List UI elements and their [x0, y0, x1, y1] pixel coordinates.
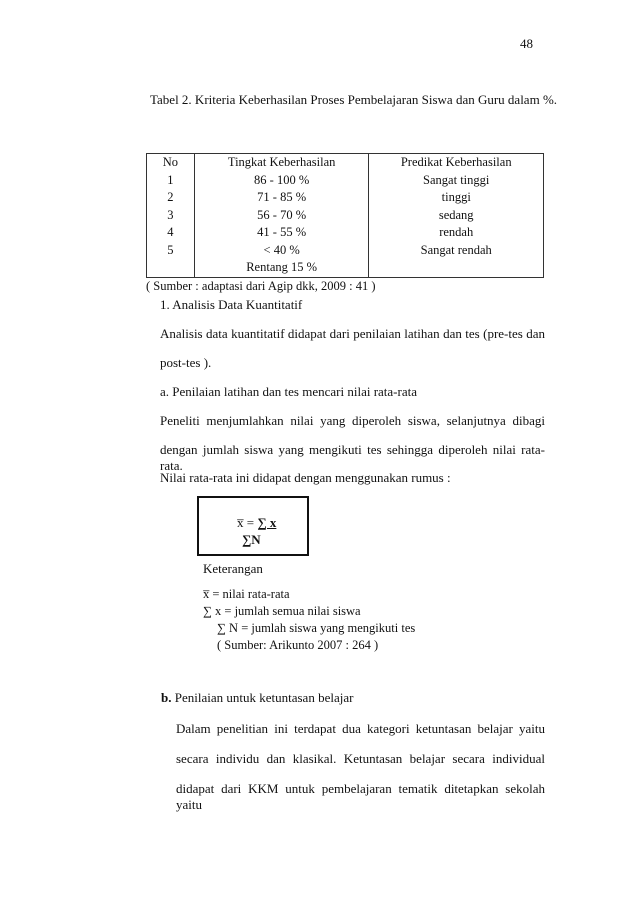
cell-no: 2: [147, 189, 195, 207]
paragraph-line: Nilai rata-rata ini didapat dengan menggunakan rumus :: [160, 470, 451, 485]
legend-source: ( Sumber: Arikunto 2007 : 264 ): [217, 638, 379, 652]
paragraph-line: secara individu dan klasikal. Ketuntasan belajar secara individual: [176, 751, 545, 766]
cell-predikat: tinggi: [369, 189, 544, 207]
table-row: [147, 207, 544, 225]
cell-no: 3: [147, 207, 195, 225]
legend-line: x̅ = nilai rata-rata: [203, 587, 290, 601]
table-row: [147, 224, 544, 242]
table-row: [147, 242, 544, 260]
formula-box: [197, 496, 309, 556]
subsection-b-text: Penilaian untuk ketuntasan belajar: [174, 690, 354, 705]
subsection-a-heading: a. Penilaian latihan dan tes mencari nilai rata-rata: [160, 384, 417, 399]
cell-tingkat: 56 - 70 %: [194, 207, 369, 225]
paragraph-line: post-tes ).: [160, 355, 212, 370]
cell-predikat: [369, 259, 544, 277]
section-heading: 1. Analisis Data Kuantitatif: [160, 297, 303, 312]
formula-denominator: ∑N: [242, 532, 261, 547]
cell-tingkat: < 40 %: [194, 242, 369, 260]
header-tingkat: Tingkat Keberhasilan: [194, 154, 369, 172]
table-caption: Tabel 2. Kriteria Keberhasilan Proses Pembelajaran Siswa dan Guru dalam %.: [150, 92, 558, 107]
table-header-row: [147, 154, 544, 172]
page-number: 48: [520, 36, 533, 51]
cell-no: 5: [147, 242, 195, 260]
cell-no: 1: [147, 172, 195, 190]
header-predikat: Predikat Keberhasilan: [369, 154, 544, 172]
formula-numerator-line: [237, 515, 276, 531]
cell-tingkat: 86 - 100 %: [194, 172, 369, 190]
table-row: [147, 189, 544, 207]
header-no: No: [147, 154, 195, 172]
cell-no: [147, 259, 195, 277]
cell-predikat: sedang: [369, 207, 544, 225]
paragraph-line: dengan jumlah siswa yang mengikuti tes sehingga diperoleh nilai rata-rata.: [160, 442, 545, 473]
paragraph-line: Analisis data kuantitatif didapat dari penilaian latihan dan tes (pre-tes dan: [160, 326, 545, 341]
cell-predikat: Sangat tinggi: [369, 172, 544, 190]
legend-line: ∑ N = jumlah siswa yang mengikuti tes: [217, 621, 416, 635]
cell-tingkat: 71 - 85 %: [194, 189, 369, 207]
table-row: [147, 172, 544, 190]
cell-tingkat: Rentang 15 %: [194, 259, 369, 277]
cell-predikat: rendah: [369, 224, 544, 242]
formula-lhs: x̅ =: [237, 515, 258, 530]
paragraph-line: Peneliti menjumlahkan nilai yang diperoleh siswa, selanjutnya dibagi: [160, 413, 545, 428]
paragraph-line: Dalam penelitian ini terdapat dua kategori ketuntasan belajar yaitu: [176, 721, 545, 736]
cell-predikat: Sangat rendah: [369, 242, 544, 260]
paragraph-line: didapat dari KKM untuk pembelajaran tematik ditetapkan sekolah yaitu: [176, 781, 545, 812]
table-row: [147, 259, 544, 277]
cell-no: 4: [147, 224, 195, 242]
formula-numerator: ∑ x: [257, 515, 277, 530]
criteria-table: [146, 153, 544, 278]
legend-line: ∑ x = jumlah semua nilai siswa: [203, 604, 361, 618]
subsection-b-label: b.: [161, 690, 172, 705]
subsection-b-heading: [161, 690, 353, 706]
table-source: ( Sumber : adaptasi dari Agip dkk, 2009 : 41 ): [146, 279, 376, 293]
keterangan-label: Keterangan: [203, 561, 263, 576]
cell-tingkat: 41 - 55 %: [194, 224, 369, 242]
